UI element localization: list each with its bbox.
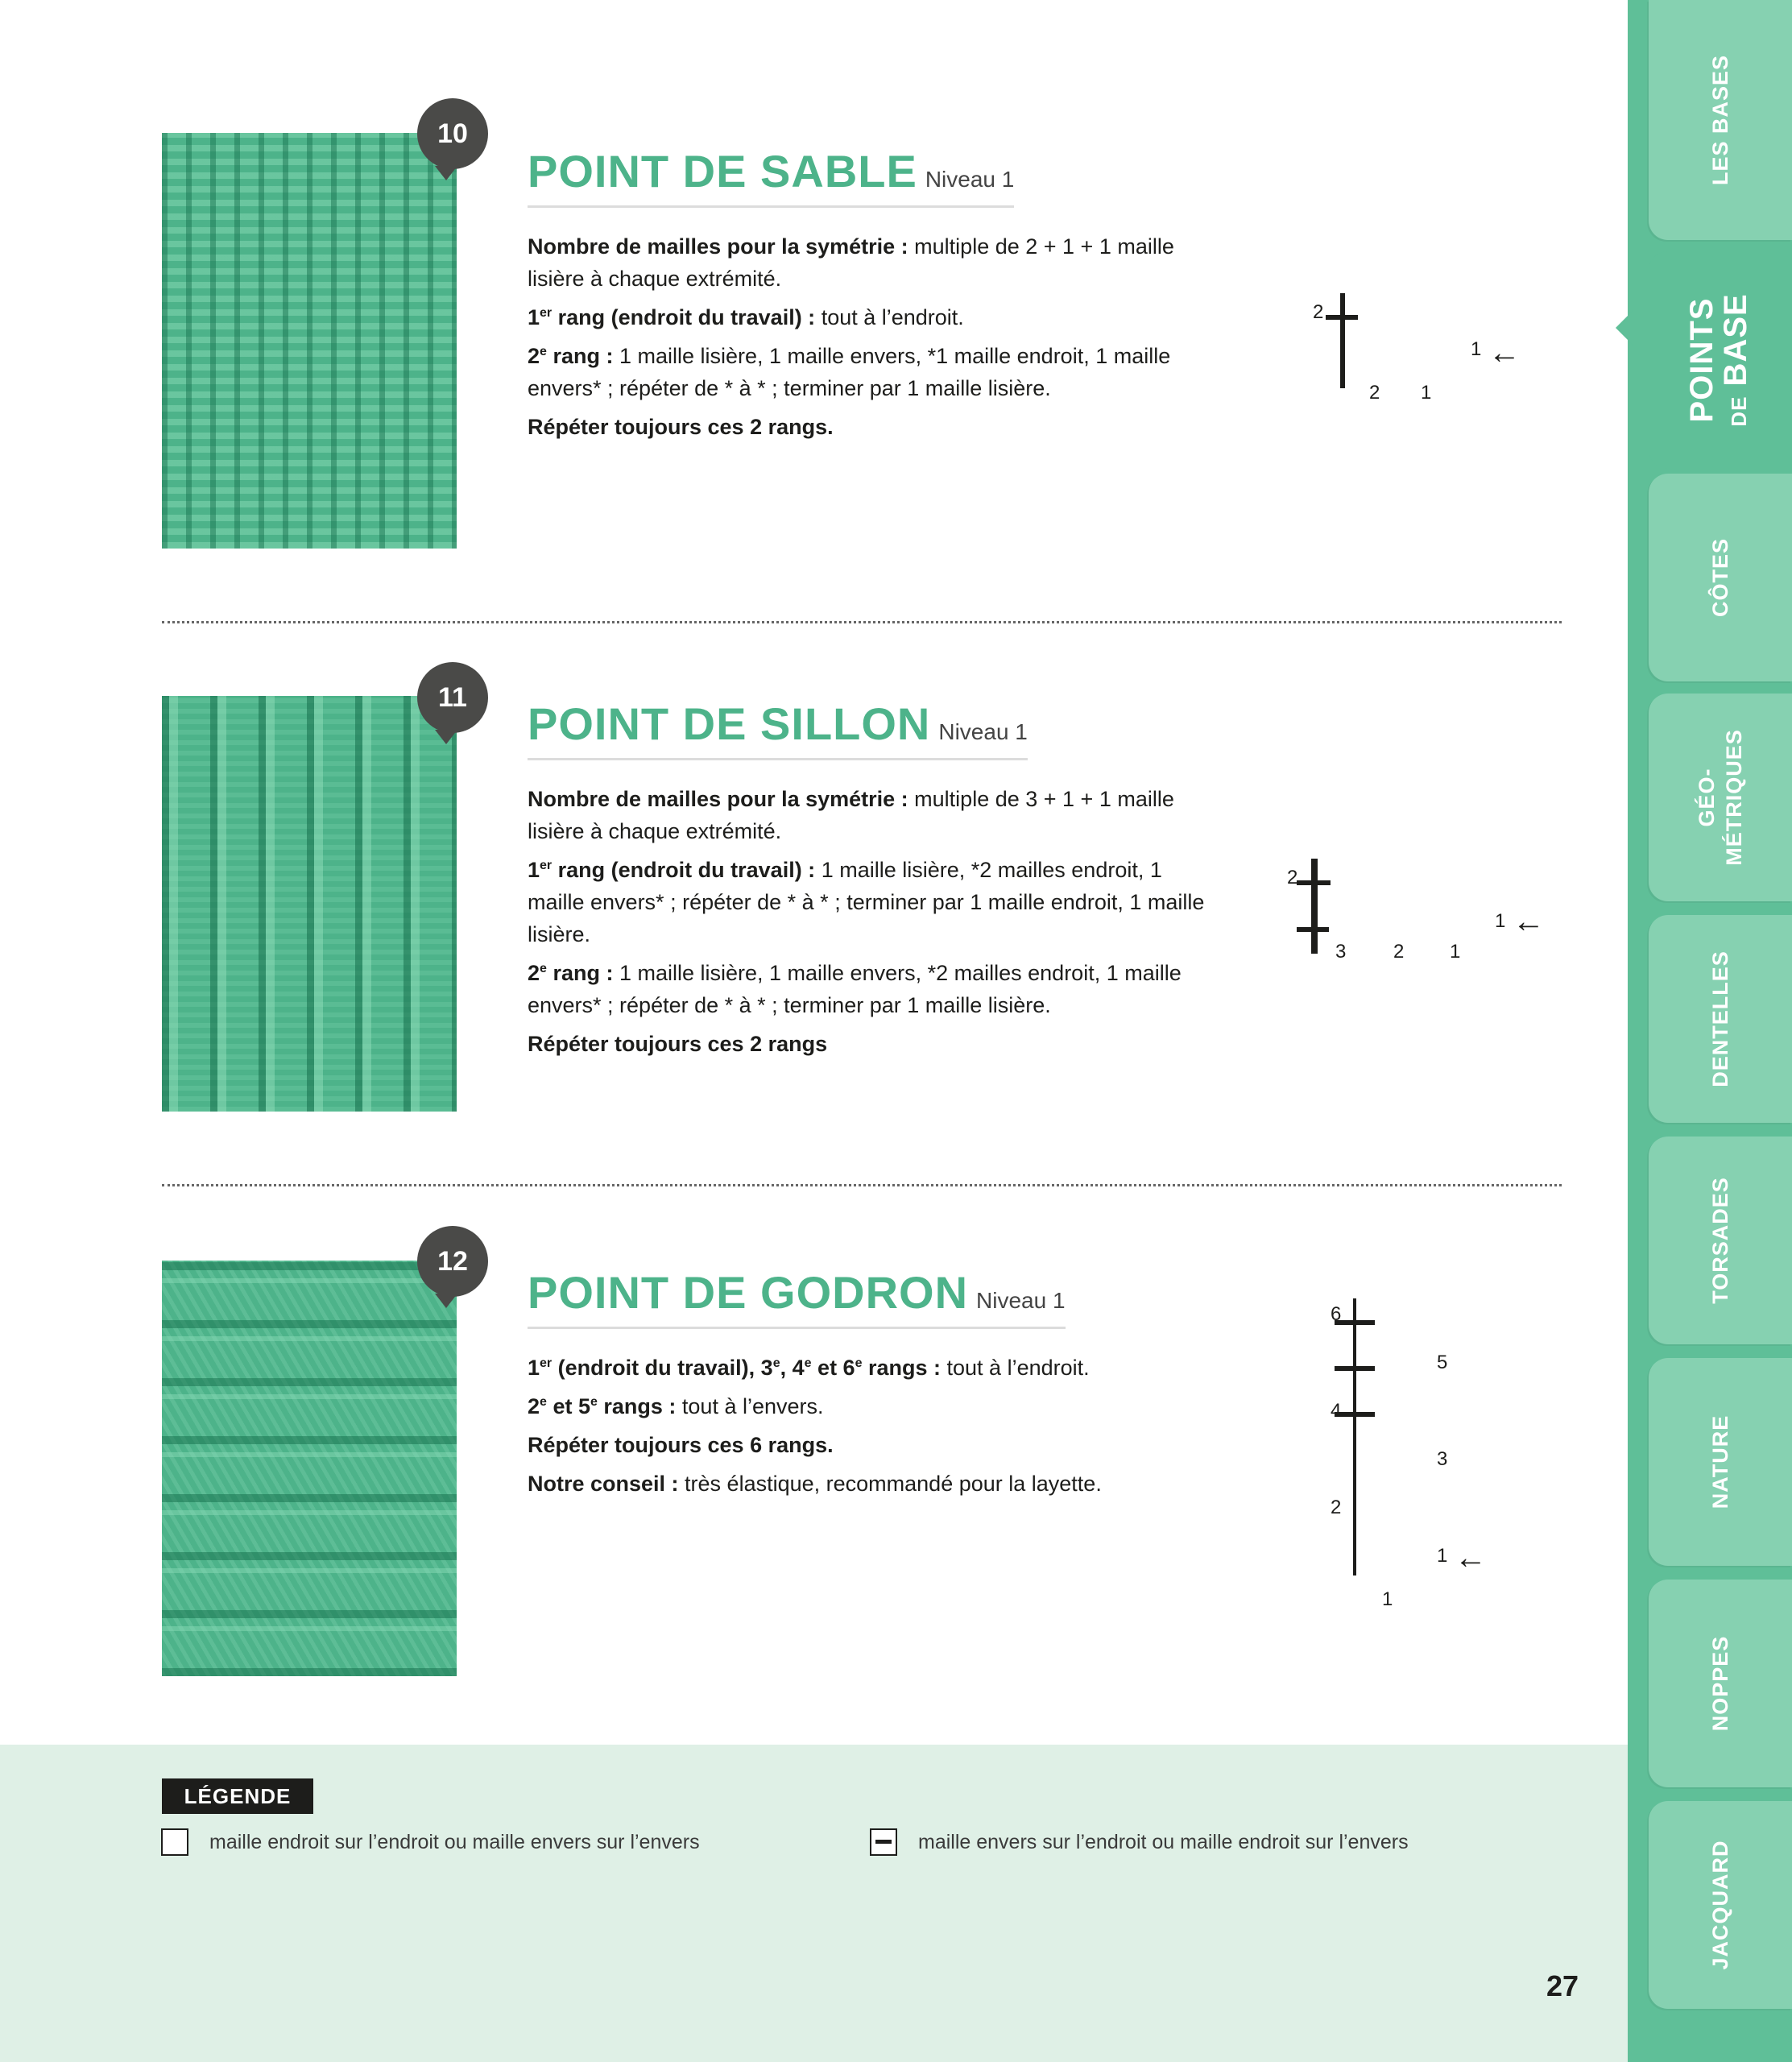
badge-number: 11 xyxy=(438,681,467,713)
row2-rest: rang : xyxy=(546,961,614,985)
stitch-photo-sable xyxy=(162,133,457,549)
stitch-number-badge xyxy=(417,1226,488,1297)
symmetry-text: multiple de 2 + 1 + 1 maille lisière à chaque extrémité. xyxy=(528,234,1174,291)
col-label: 1 xyxy=(1450,941,1461,963)
row-label: 5 xyxy=(1437,1352,1448,1373)
tab-label: LES BASES xyxy=(1708,54,1732,186)
row1-num: 1 xyxy=(528,305,540,329)
row-label: 4 xyxy=(1331,1400,1342,1422)
row1-rest: rang (endroit du travail) : xyxy=(552,858,816,882)
chart-cell xyxy=(1315,859,1317,906)
tab-label: CÔTES xyxy=(1708,537,1732,618)
tab-label: NATURE xyxy=(1708,1414,1732,1509)
chart-cell xyxy=(1354,1529,1355,1575)
row1-sup: er xyxy=(540,306,552,320)
stitch-level: Niveau 1 xyxy=(925,167,1015,192)
rows-part: rangs : xyxy=(597,1394,677,1418)
chart-cell xyxy=(1315,906,1317,953)
row1-sup: er xyxy=(540,859,552,872)
tab-label xyxy=(1693,729,1748,866)
stitch-photo-sillon xyxy=(162,696,457,1112)
col-label: 1 xyxy=(1382,1588,1393,1610)
row-label: 2 xyxy=(1287,867,1298,888)
symmetry-line xyxy=(528,230,1220,295)
stitch-number-badge xyxy=(417,98,488,169)
purl-mark xyxy=(1298,880,1331,885)
dash-square-icon xyxy=(870,1828,897,1856)
section-title-sillon xyxy=(528,698,1028,760)
row-label: 2 xyxy=(1331,1497,1342,1518)
row1-rest: rang (endroit du travail) : xyxy=(552,305,816,329)
tab-nature[interactable] xyxy=(1649,1358,1792,1566)
stitch-instructions xyxy=(528,1352,1220,1506)
rows-num: 2 xyxy=(528,1394,540,1418)
rows-sup: e xyxy=(540,1395,547,1409)
rows-part: (endroit du travail), 3 xyxy=(552,1356,773,1380)
rows-num: 1 xyxy=(528,1356,540,1380)
row1-num: 1 xyxy=(528,858,540,882)
badge-number: 12 xyxy=(437,1245,468,1277)
row-label: 1 xyxy=(1495,910,1506,932)
section-divider xyxy=(162,621,1562,623)
col-label: 2 xyxy=(1393,941,1405,963)
stitch-title: POINT DE SILLON xyxy=(528,698,931,749)
row1-label xyxy=(528,858,815,882)
tip-line xyxy=(528,1468,1220,1500)
purl-rows-line xyxy=(528,1390,1220,1422)
stitch-title: POINT DE SABLE xyxy=(528,146,917,197)
row2-sup: e xyxy=(540,962,547,975)
tab-label-line2: MÉTRIQUES xyxy=(1722,729,1746,866)
arrow-left-icon: ← xyxy=(1488,335,1521,371)
row2-line xyxy=(528,957,1220,1021)
row-label: 1 xyxy=(1437,1545,1448,1567)
rows-sup: e xyxy=(772,1356,780,1370)
row-label: 2 xyxy=(1313,301,1324,323)
col-label: 3 xyxy=(1335,941,1347,963)
arrow-left-icon: ← xyxy=(1513,904,1545,939)
knit-rows-text: tout à l’endroit. xyxy=(941,1356,1090,1380)
tab-dentelles[interactable] xyxy=(1649,915,1792,1123)
repeat-text: Répéter toujours ces 6 rangs. xyxy=(528,1433,834,1457)
tip-text: très élastique, recommandé pour la layette. xyxy=(678,1472,1102,1496)
tip-label: Notre conseil : xyxy=(528,1472,679,1496)
row2-text: 1 maille lisière, 1 maille envers, *2 mailles endroit, 1 maille envers* ; répéter de * à * ; terminer par 1 maille lisière. xyxy=(528,961,1182,1017)
tab-label: DENTELLES xyxy=(1708,950,1732,1087)
symmetry-label: Nombre de mailles pour la symétrie : xyxy=(528,787,908,811)
tab-label xyxy=(1685,293,1756,426)
chart-grid xyxy=(1311,859,1318,954)
row2-label xyxy=(528,961,613,985)
row2-text: 1 maille lisière, 1 maille envers, *1 maille endroit, 1 maille envers* ; répéter de * à * ; terminer par 1 maille lisière. xyxy=(528,344,1171,400)
tab-label-small: DE xyxy=(1727,395,1751,427)
chart-cell-purl xyxy=(1354,1391,1355,1437)
col-label: 1 xyxy=(1421,382,1432,404)
tab-label: JACQUARD xyxy=(1708,1840,1732,1970)
repeat-line xyxy=(528,1028,1220,1060)
chart-cell-purl xyxy=(1354,1345,1355,1391)
tab-jacquard[interactable] xyxy=(1649,1801,1792,2009)
legend-item-knit xyxy=(161,1828,700,1856)
section-title-sable xyxy=(528,145,1014,208)
row-label: 3 xyxy=(1437,1448,1448,1470)
purl-mark xyxy=(1297,927,1329,932)
legend-text: maille endroit sur l’endroit ou maille envers sur l’envers xyxy=(209,1830,700,1853)
stitch-level: Niveau 1 xyxy=(938,719,1028,744)
tab-label-main: POINTS xyxy=(1684,297,1720,423)
repeat-text: Répéter toujours ces 2 rangs. xyxy=(528,415,834,439)
legend-item-purl xyxy=(870,1828,1409,1856)
purl-rows-text: tout à l’envers. xyxy=(676,1394,824,1418)
stitch-level: Niveau 1 xyxy=(976,1288,1066,1313)
tab-points-de-base[interactable] xyxy=(1649,251,1792,469)
row1-line xyxy=(528,854,1220,950)
row1-text: tout à l’endroit. xyxy=(815,305,964,329)
legend-text: maille envers sur l’endroit ou maille endroit sur l’envers xyxy=(918,1830,1409,1853)
row-label: 1 xyxy=(1471,338,1482,360)
chart-cell xyxy=(1343,341,1344,387)
repeat-line xyxy=(528,1429,1220,1461)
tab-cotes[interactable] xyxy=(1649,474,1792,681)
tab-geometriques[interactable] xyxy=(1649,694,1792,901)
chart-cell-purl xyxy=(1354,1299,1355,1345)
rows-part: et 5 xyxy=(546,1394,590,1418)
knit-rows-line xyxy=(528,1352,1220,1384)
stitch-instructions xyxy=(528,783,1220,1066)
row1-text: 1 maille lisière, *2 mailles endroit, 1 maille envers* ; répéter de * à * ; terminer par 1 maille endroit, 1 maille lisière. xyxy=(528,858,1205,946)
tab-label: TORSADES xyxy=(1708,1177,1732,1304)
tab-label-big: BASE xyxy=(1718,293,1753,387)
stitch-photo-godron xyxy=(162,1261,457,1676)
row2-num: 2 xyxy=(528,344,540,368)
badge-number: 10 xyxy=(437,118,468,149)
section-divider xyxy=(162,1184,1562,1186)
purl-rows-label xyxy=(528,1394,676,1418)
chart-grid xyxy=(1353,1298,1356,1575)
tab-noppes[interactable] xyxy=(1649,1580,1792,1787)
symmetry-line xyxy=(528,783,1220,847)
purl-mark xyxy=(1326,315,1358,320)
chart-cell xyxy=(1354,1437,1355,1483)
stitch-number-badge xyxy=(417,662,488,733)
row2-line xyxy=(528,340,1220,404)
empty-square-icon xyxy=(161,1828,188,1856)
stitch-instructions xyxy=(528,230,1220,449)
row2-label xyxy=(528,344,613,368)
active-tab-pointer xyxy=(1616,310,1633,346)
tab-label: NOPPES xyxy=(1708,1635,1732,1732)
rows-part: et 6 xyxy=(811,1356,855,1380)
rows-part: , 4 xyxy=(780,1356,805,1380)
knit-rows-label xyxy=(528,1356,941,1380)
row1-line xyxy=(528,301,1220,333)
tab-label-line1: GÉO- xyxy=(1695,768,1719,827)
section-title-godron xyxy=(528,1266,1066,1329)
chart-cell xyxy=(1343,294,1344,341)
row2-rest: rang : xyxy=(546,344,614,368)
row1-label xyxy=(528,305,815,329)
rows-sup: er xyxy=(540,1356,552,1370)
arrow-left-icon: ← xyxy=(1455,1540,1487,1575)
chart-cell xyxy=(1354,1483,1355,1529)
col-label: 2 xyxy=(1369,382,1380,404)
purl-mark xyxy=(1335,1366,1375,1371)
rows-sup: e xyxy=(804,1356,812,1370)
symmetry-text: multiple de 3 + 1 + 1 maille lisière à chaque extrémité. xyxy=(528,787,1174,843)
symmetry-label: Nombre de mailles pour la symétrie : xyxy=(528,234,908,259)
purl-mark xyxy=(875,1840,892,1844)
page-number: 27 xyxy=(1546,1969,1579,2002)
tab-torsades[interactable] xyxy=(1649,1137,1792,1344)
stitch-title: POINT DE GODRON xyxy=(528,1267,969,1318)
repeat-line xyxy=(528,411,1220,443)
tab-les-bases[interactable] xyxy=(1649,0,1792,240)
chart-grid xyxy=(1340,293,1345,388)
repeat-text: Répéter toujours ces 2 rangs xyxy=(528,1032,828,1056)
row2-sup: e xyxy=(540,345,547,358)
legend-title: LÉGENDE xyxy=(162,1778,313,1814)
rows-sup: e xyxy=(590,1395,598,1409)
rows-part: rangs : xyxy=(862,1356,942,1380)
row2-num: 2 xyxy=(528,961,540,985)
rows-sup: e xyxy=(855,1356,863,1370)
row-label: 6 xyxy=(1331,1303,1342,1325)
